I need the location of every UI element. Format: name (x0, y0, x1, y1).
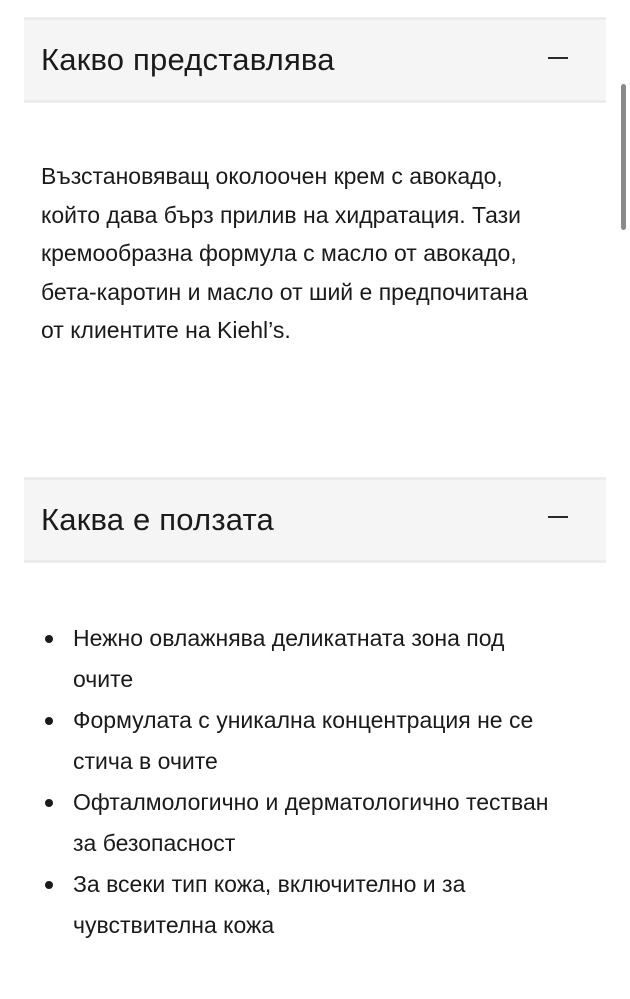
benefit-text: Нежно овлажнява деликатната зона под очите (73, 625, 505, 692)
minus-icon[interactable] (548, 516, 568, 518)
accordion-header-benefits[interactable] (24, 477, 606, 563)
accordion-title: Каква е ползата (41, 502, 274, 537)
product-description: Възстановяващ околоочен крем с авокадо, който дава бърз прилив на хидратация. Тази кремообразна формула с масло от авокадо, бета-каротин и масло от ший е предпочитана от клиентите на Kiehl’s. (41, 163, 528, 344)
list-item (41, 782, 561, 864)
bullet-icon (45, 881, 53, 889)
list-item (41, 700, 561, 782)
minus-icon[interactable] (548, 57, 568, 59)
benefits-list (41, 618, 561, 946)
bullet-icon (45, 717, 53, 725)
benefit-text: За всеки тип кожа, включително и за чувствителна кожа (73, 871, 466, 938)
accordion-title: Какво представлява (41, 42, 335, 77)
benefit-text: Офталмологично и дерматологично тестван за безопасност (73, 789, 549, 856)
benefit-text: Формулата с уникална концентрация не се стича в очите (73, 707, 534, 774)
bullet-icon (45, 635, 53, 643)
list-item (41, 618, 561, 700)
bullet-icon (45, 799, 53, 807)
scrollbar[interactable] (621, 84, 626, 230)
list-item (41, 864, 561, 946)
accordion-header-what-it-is[interactable] (24, 17, 606, 103)
